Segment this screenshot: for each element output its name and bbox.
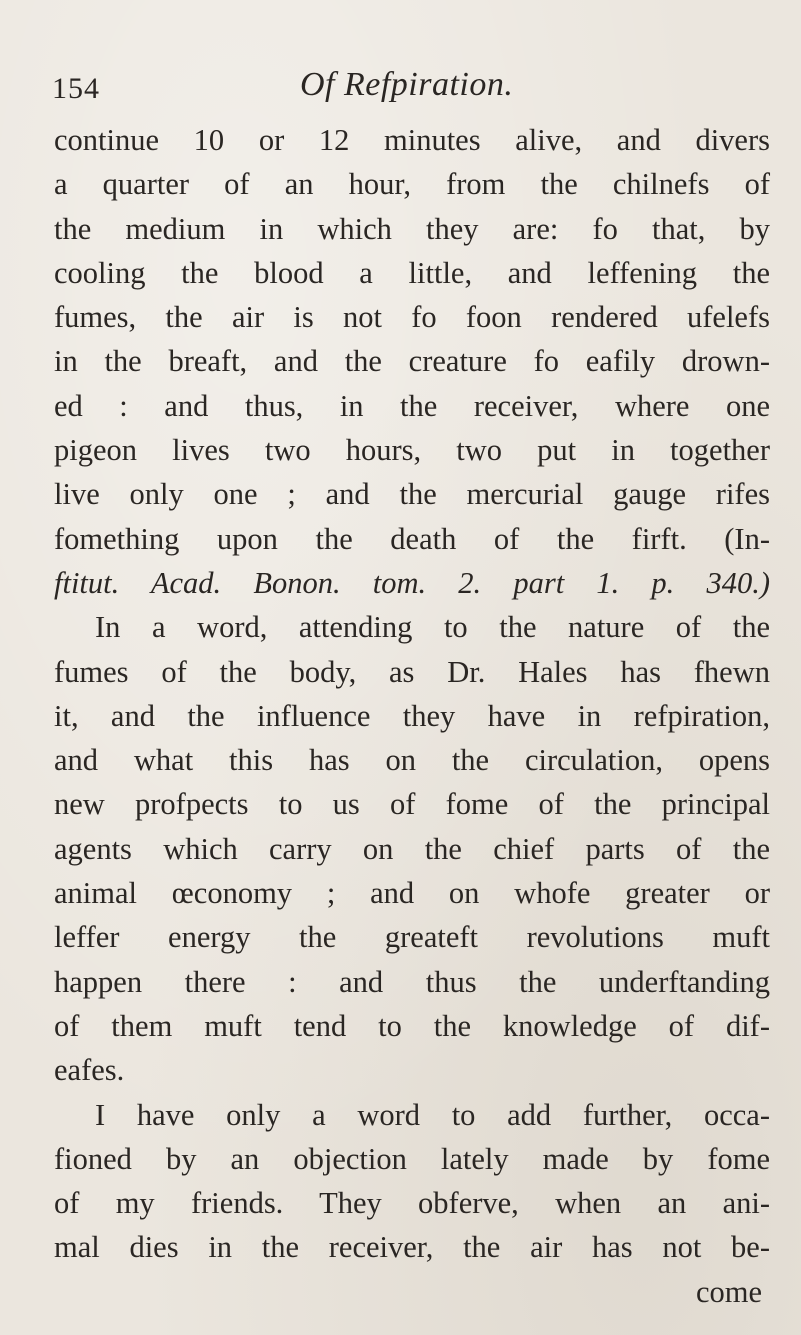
text-line: happen there : and thus the underftanding [54,964,770,999]
text-line: fumes of the body, as Dr. Hales has fhewn [54,654,770,689]
paragraph-start-line: I have only a word to add further, occa- [95,1097,770,1132]
text-line: of them muft tend to the knowledge of dif- [54,1008,770,1043]
text-line: agents which carry on the chief parts of the [54,831,770,866]
text-line: and what this has on the circulation, opens [54,743,770,778]
text-line: of my friends. They obferve, when an ani- [54,1186,770,1221]
text-line: a quarter of an hour, from the chilnefs of [54,167,770,202]
text-line: continue 10 or 12 minutes alive, and divers [54,123,770,157]
citation-line: ftitut. Acad. Bonon. tom. 2. part 1. p. 340.) [54,565,770,600]
text-line: fumes, the air is not fo foon rendered ufelefs [54,300,770,335]
text-line: cooling the blood a little, and leffening the [54,255,770,290]
paragraph-end-line: eafes. [54,1053,125,1088]
text-line: animal œconomy ; and on whofe greater or [54,876,770,911]
text-line: new profpects to us of fome of the principal [54,787,770,822]
page-number: 154 [52,72,100,105]
text-line: fioned by an objection lately made by fome [54,1141,770,1176]
text-line: it, and the influence they have in refpiration, [54,698,770,733]
text-line: fomething upon the death of the firft. (In- [54,521,770,556]
text-line: pigeon lives two hours, two put in together [54,433,770,468]
body-text [54,118,770,1314]
running-title: Of Refpiration. [300,66,514,103]
text-line: the medium in which they are: fo that, by [54,211,770,246]
text-line: mal dies in the receiver, the air has not be- [54,1230,770,1265]
paragraph-start-line: In a word, attending to the nature of the [95,610,770,645]
running-head [0,62,801,112]
text-line: live only one ; and the mercurial gauge rifes [54,477,770,512]
text-line: ed : and thus, in the receiver, where one [54,388,770,423]
text-line: in the breaft, and the creature fo eafily drown- [54,344,770,379]
text-line: leffer energy the greateft revolutions muft [54,920,770,955]
catchword: come [695,1274,762,1309]
